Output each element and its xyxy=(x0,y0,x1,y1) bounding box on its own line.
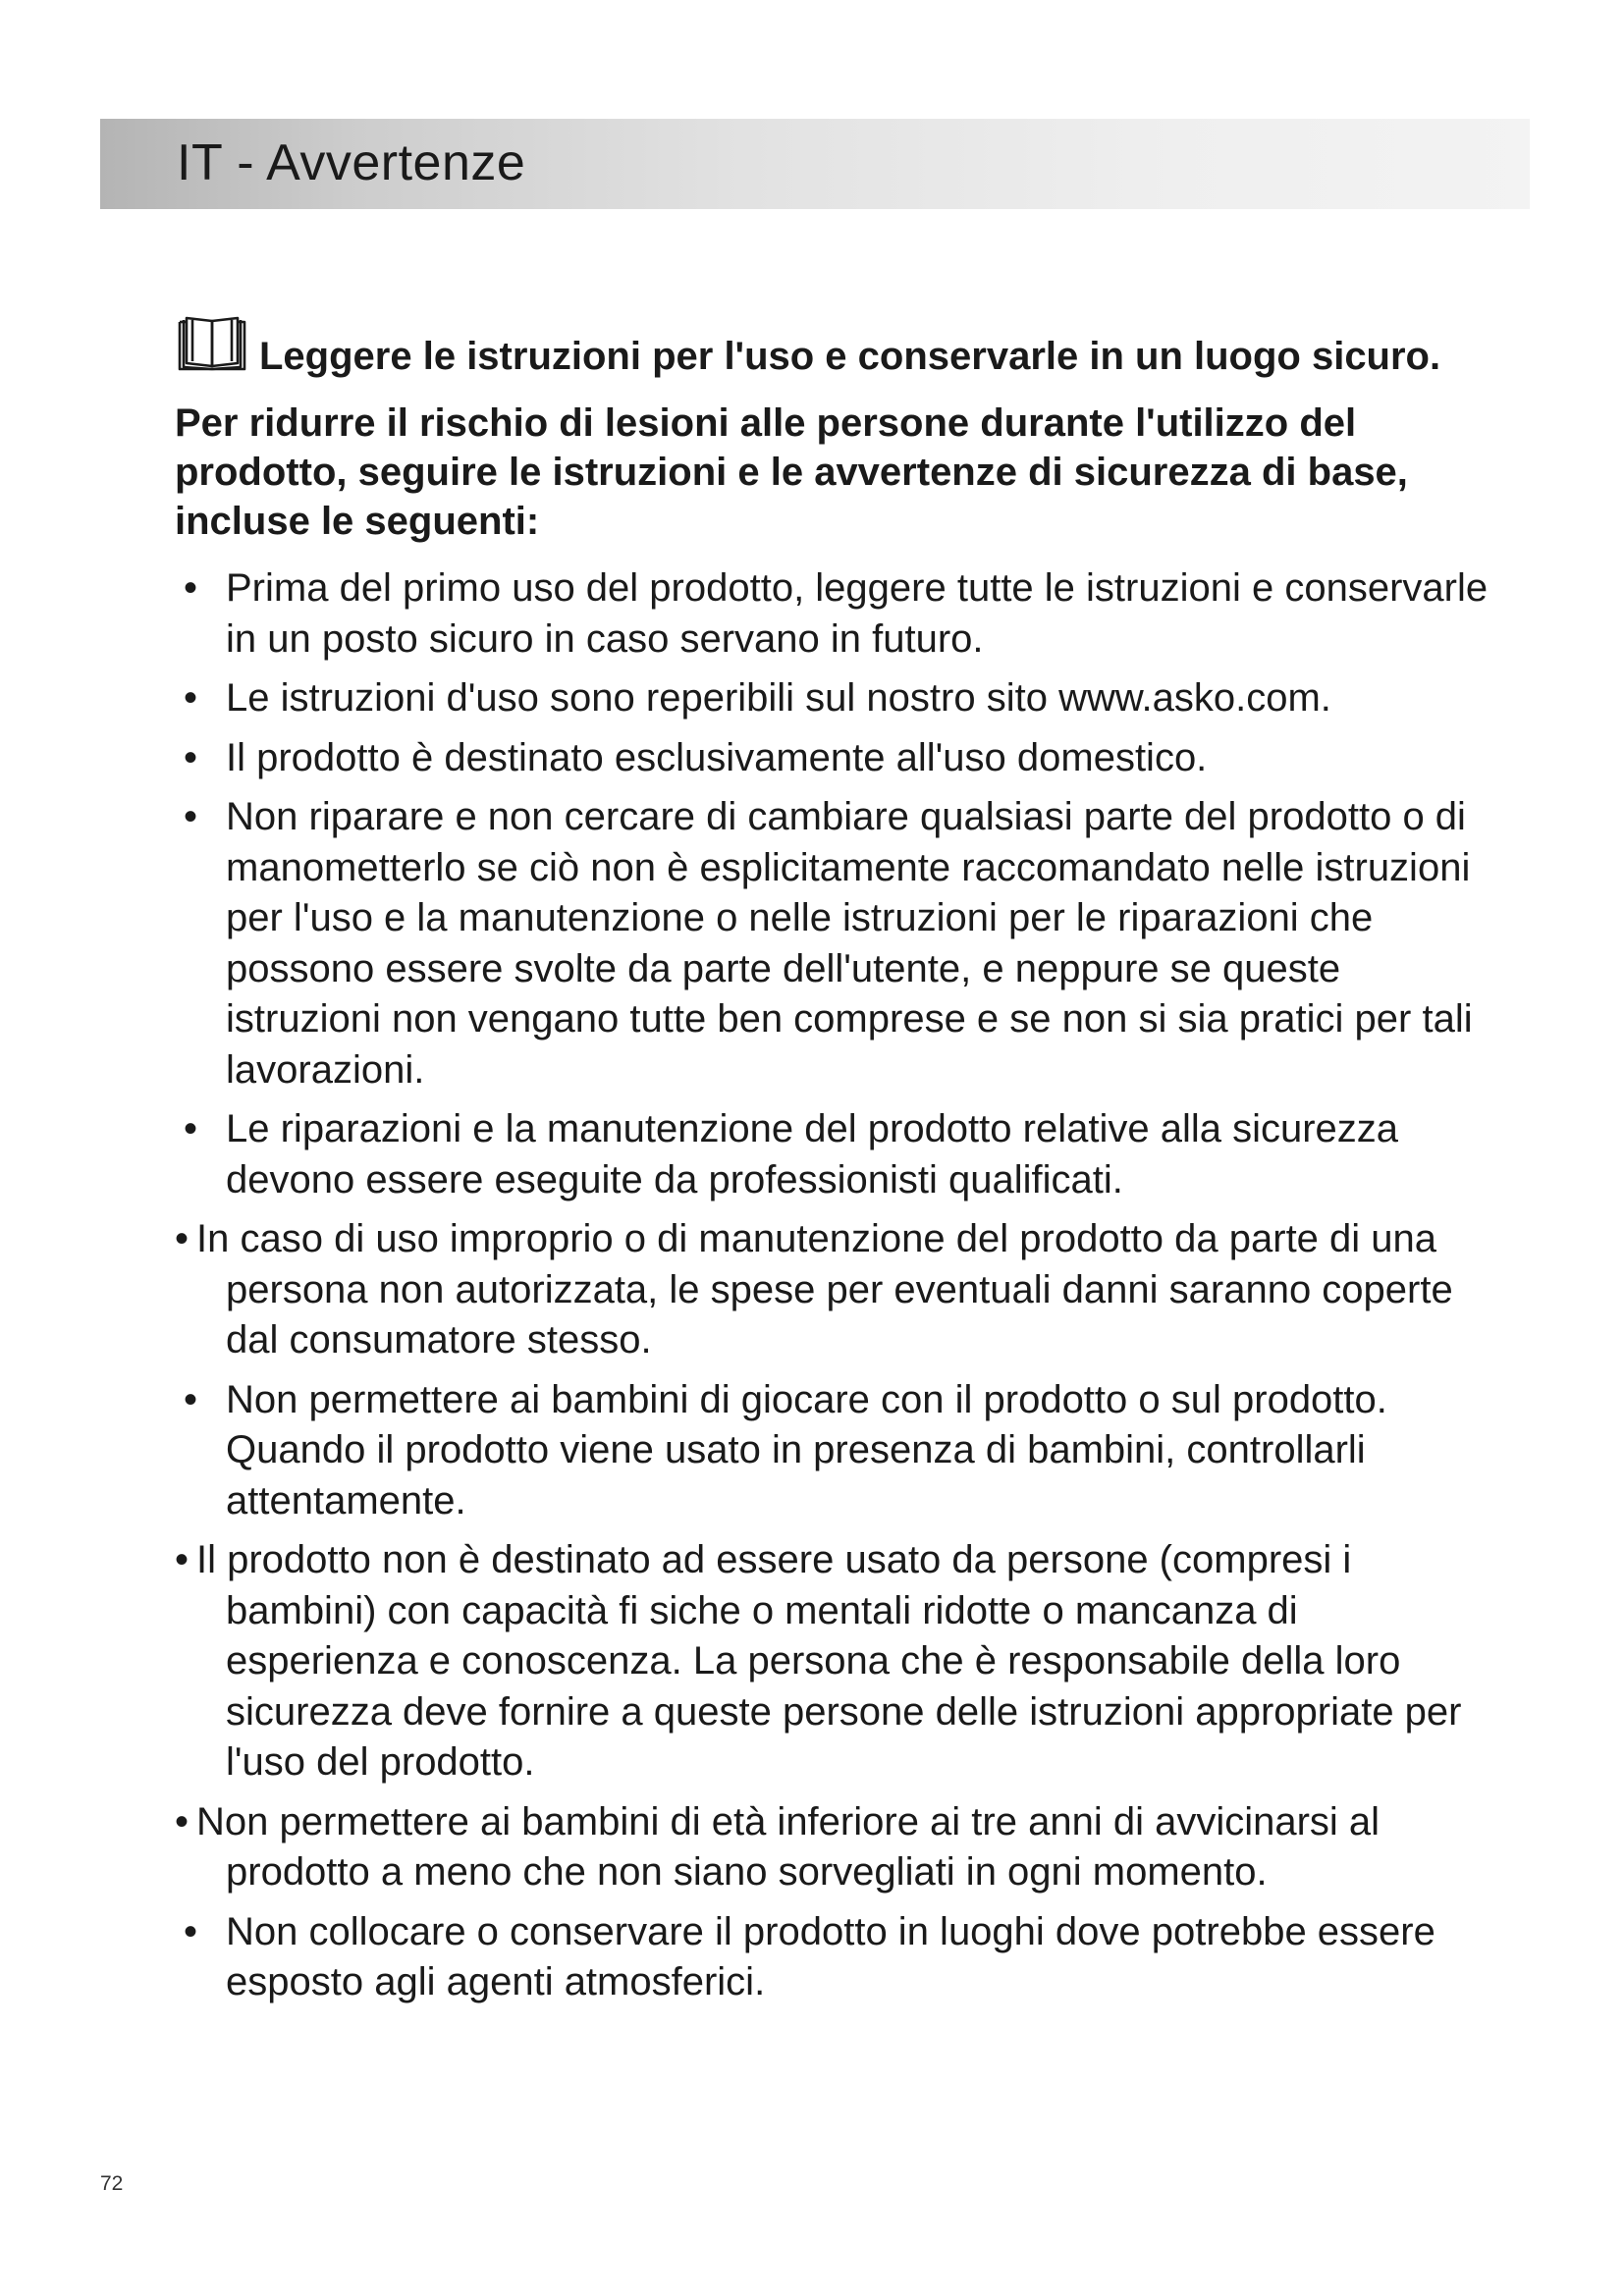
warning-item xyxy=(175,1907,1490,2008)
warning-item xyxy=(175,1375,1490,1527)
warning-text: Il prodotto è destinato esclusivamente all'uso domestico. xyxy=(226,735,1208,779)
warning-text: Il prodotto non è destinato ad essere usato da persone (compresi i bambini) con capacità fi siche o mentali ridotte o mancanza di esperienza e conoscenza. La persona che è responsabile della loro sicurezza deve fornire a queste persone delle istruzioni appropriate per l'uso del prodotto. xyxy=(196,1538,1462,1784)
bullet-marker: • xyxy=(175,1217,189,1260)
warning-item xyxy=(175,673,1490,724)
bullet-marker: • xyxy=(183,795,197,838)
book-icon xyxy=(175,312,249,375)
warning-item xyxy=(175,792,1490,1095)
bullet-marker: • xyxy=(175,1538,189,1581)
page-number: 72 xyxy=(100,2172,124,2195)
warning-text: Non permettere ai bambini di età inferiore ai tre anni di avvicinarsi al prodotto a meno che non siano sorvegliati in ogni momento. xyxy=(196,1799,1380,1894)
bullet-marker: • xyxy=(183,1107,197,1150)
warning-item xyxy=(175,1797,1490,1898)
read-instructions-notice xyxy=(175,312,1490,381)
warning-text: In caso di uso improprio o di manutenzione del prodotto da parte di una persona non autorizzata, le spese per eventuali danni saranno coperte dal consumatore stesso. xyxy=(196,1217,1453,1362)
warning-text: Le istruzioni d'uso sono reperibili sul nostro sito www.asko.com. xyxy=(226,676,1331,720)
bullet-marker: • xyxy=(183,566,197,610)
warning-text: Non riparare e non cercare di cambiare qualsiasi parte del prodotto o di manometterlo se ciò non è esplicitamente raccomandato nelle istruzioni per l'uso e la manutenzione o nelle istruzioni per le riparazioni che possono essere svolte da parte dell'utente, e neppure se queste istruzioni non vengano tutte ben comprese e se non si sia pratici per tali lavorazioni. xyxy=(226,795,1473,1092)
bullet-marker: • xyxy=(183,1377,197,1421)
warning-list xyxy=(175,563,1490,2008)
warning-item xyxy=(175,1104,1490,1205)
read-instructions-text: Leggere le istruzioni per l'uso e conservarle in un luogo sicuro. xyxy=(259,335,1441,378)
bullet-marker: • xyxy=(183,735,197,779)
bullet-marker: • xyxy=(183,1909,197,1953)
warning-text: Non collocare o conservare il prodotto in luoghi dove potrebbe essere esposto agli agenti atmosferici. xyxy=(226,1909,1435,2003)
page-content xyxy=(175,312,1490,2017)
warning-item xyxy=(175,563,1490,665)
bullet-marker: • xyxy=(183,676,197,720)
section-title: IT - Avvertenze xyxy=(177,134,526,191)
section-header-band xyxy=(100,119,1530,209)
warning-item xyxy=(175,1535,1490,1789)
bullet-marker: • xyxy=(175,1799,189,1843)
reduce-risk-notice: Per ridurre il rischio di lesioni alle persone durante l'utilizzo del prodotto, seguire le istruzioni e le avvertenze di sicurezza di base, incluse le seguenti: xyxy=(175,401,1408,543)
warning-text: Le riparazioni e la manutenzione del prodotto relative alla sicurezza devono essere eseguite da professionisti qualificati. xyxy=(226,1107,1399,1201)
warning-text: Prima del primo uso del prodotto, leggere tutte le istruzioni e conservarle in un posto sicuro in caso servano in futuro. xyxy=(226,566,1489,661)
warning-text: Non permettere ai bambini di giocare con il prodotto o sul prodotto. Quando il prodotto viene usato in presenza di bambini, controllarli attentamente. xyxy=(226,1377,1387,1522)
warning-item xyxy=(175,733,1490,784)
warning-item xyxy=(175,1214,1490,1366)
